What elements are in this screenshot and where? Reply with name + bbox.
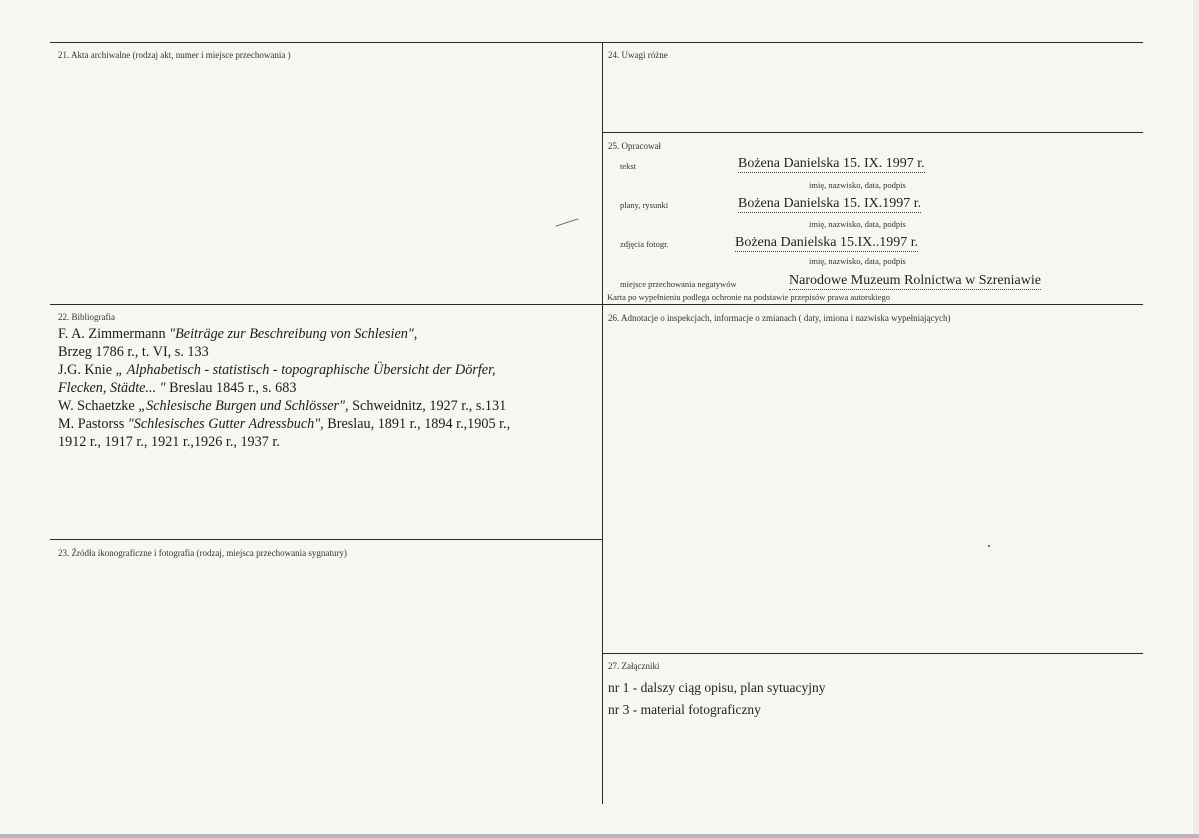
rule-21-22 <box>50 304 1143 305</box>
copyright-note: Karta po wypełnieniu podlega ochronie na podstawie przepisów prawa autorskiego <box>607 292 891 302</box>
bibliography-line: W. Schaetzke „Schlesische Burgen und Schlösser", Schweidnitz, 1927 r., s.131 <box>58 398 507 414</box>
top-rule <box>50 42 1143 43</box>
author-plans-value: Bożena Danielska 15. IX.1997 r. <box>738 196 922 211</box>
bibliography-line: Brzeg 1786 r., t. VI, s. 133 <box>58 344 209 360</box>
section-21-label: 21. Akta archiwalne (rodzaj akt, numer i miejsce przechowania ) <box>58 50 291 60</box>
rule-22-23 <box>50 539 602 540</box>
bibliography-list <box>58 325 588 451</box>
negatives-location-label: miejsce przechowania negatywów <box>620 279 737 289</box>
author-photos-value: Bożena Danielska 15.IX..1997 r. <box>735 235 919 250</box>
section-25-label: 25. Opracował <box>608 141 661 151</box>
rule-24-25 <box>602 132 1143 133</box>
ink-dot <box>988 545 990 547</box>
section-23-label: 23. Źródła ikonograficzne i fotografia (rodzaj, miejsca przechowania sygnatury) <box>58 548 347 558</box>
scan-right-edge <box>1193 0 1199 838</box>
author-photos-caption: imię, nazwisko, data, podpis <box>809 256 906 266</box>
section-26-label: 26. Adnotacje o inspekcjach, informacje o zmianach ( daty, imiona i nazwiska wypełniających) <box>608 313 951 323</box>
author-text-label: tekst <box>620 161 637 171</box>
author-plans-label: plany, rysunki <box>620 200 669 210</box>
center-divider <box>602 42 603 804</box>
bibliography-line: J.G. Knie „ Alphabetisch - statistisch - topographische Übersicht der Dörfer, <box>58 362 496 378</box>
author-text-caption: imię, nazwisko, data, podpis <box>809 180 906 190</box>
attachment-item: nr 1 - dalszy ciąg opisu, plan sytuacyjny <box>608 680 826 695</box>
author-text-value: Bożena Danielska 15. IX. 1997 r. <box>738 156 925 171</box>
author-photos-label: zdjęcia fotogr. <box>620 239 669 249</box>
bibliography-line: 1912 r., 1917 r., 1921 r.,1926 r., 1937 r. <box>58 434 280 450</box>
scan-bottom-edge <box>0 834 1199 838</box>
attachment-item: nr 3 - material fotograficzny <box>608 702 761 717</box>
section-24-label: 24. Uwagi różne <box>608 50 668 60</box>
bibliography-line: Flecken, Städte... " Breslau 1845 r., s. 683 <box>58 380 297 396</box>
bibliography-line: F. A. Zimmermann "Beiträge zur Beschreibung von Schlesien", <box>58 326 418 342</box>
section-27-label: 27. Załączniki <box>608 661 660 671</box>
pen-stroke-mark <box>555 218 578 226</box>
negatives-location-value: Narodowe Muzeum Rolnictwa w Szreniawie <box>789 273 1041 288</box>
author-plans-caption: imię, nazwisko, data, podpis <box>809 219 906 229</box>
rule-26-27 <box>602 653 1143 654</box>
section-22-label: 22. Bibliografia <box>58 312 115 322</box>
bibliography-line: M. Pastorss "Schlesisches Gutter Adressbuch", Breslau, 1891 r., 1894 r.,1905 r., <box>58 416 511 432</box>
